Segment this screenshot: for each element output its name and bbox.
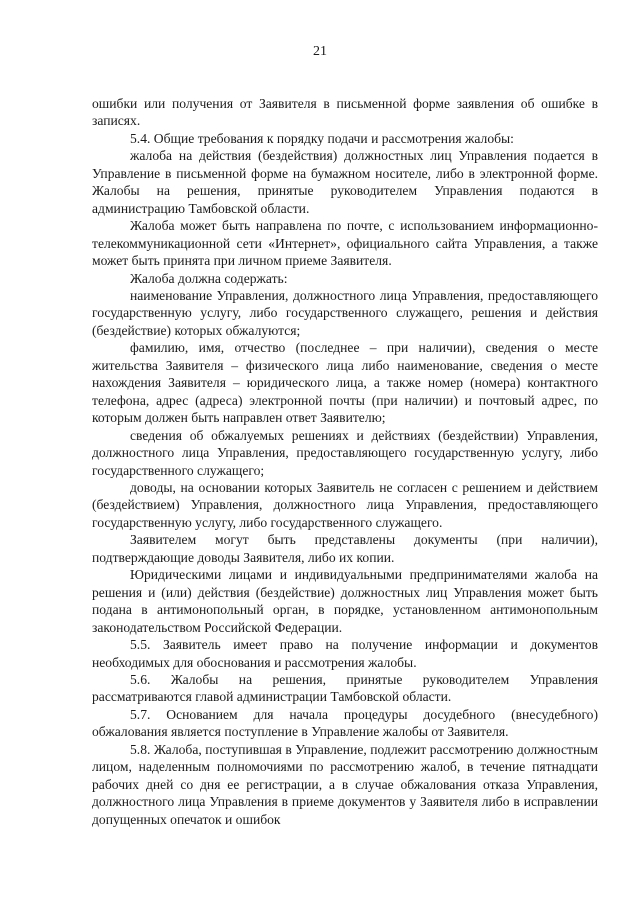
paragraph: доводы, на основании которых Заявитель не согласен с решением и действием (бездействием) Управления, должностного лица Управления, предоставляющего государственную услугу, либо государственного служащего. — [92, 479, 598, 530]
paragraph: 5.8. Жалоба, поступившая в Управление, подлежит рассмотрению должностным лицом, наделенным полномочиями по рассмотрению жалоб, в течение пятнадцати рабочих дней со дня ее регистрации, а в случае обжалования отказа Управления, должностного лица Управления в приеме документов у Заявителя либо в исправлении допущенных опечаток и ошибок — [92, 741, 598, 827]
paragraph: 5.5. Заявитель имеет право на получение информации и документов необходимых для обоснования и рассмотрения жалобы. — [92, 637, 598, 670]
page-number: 21 — [313, 44, 327, 59]
paragraph: фамилию, имя, отчество (последнее – при наличии), сведения о месте жительства Заявителя – физического лица либо наименование, сведения о месте нахождения Заявителя – юридического лица, а также номер (номера) контактного телефона, адрес (адреса) электронной почты (при наличии) и почтовый адрес, по которым должен быть направлен ответ Заявителю; — [92, 340, 598, 426]
paragraph: 5.7. Основанием для начала процедуры досудебного (внесудебного) обжалования является поступление в Управление жалобы от Заявителя. — [92, 706, 598, 740]
document-body — [92, 95, 598, 828]
paragraph: жалоба на действия (бездействия) должностных лиц Управления подается в Управление в письменной форме на бумажном носителе, либо в электронной форме. Жалобы на решения, принятые руководителем Управления подаются в администрацию Тамбовской области. — [92, 148, 598, 216]
paragraph: Юридическими лицами и индивидуальными предпринимателями жалоба на решения и (или) действия (бездействие) должностных лиц Управления может быть подана в антимонопольный орган, в порядке, установленном антимонопольным законодательством Российской Федерации. — [92, 567, 598, 635]
paragraph: Жалоба может быть направлена по почте, с использованием информационно-телекоммуникационной сети «Интернет», официального сайта Управления, а также может быть принята при личном приеме Заявителя. — [92, 218, 598, 269]
paragraph: 5.4. Общие требования к порядку подачи и рассмотрения жалобы: — [130, 130, 514, 146]
paragraph: наименование Управления, должностного лица Управления, предоставляющего государственную услугу, либо государственного служащего, решения и действия (бездействие) которых обжалуются; — [92, 287, 598, 338]
paragraph: ошибки или получения от Заявителя в письменной форме заявления об ошибке в записях. — [92, 96, 598, 129]
paragraph: 5.6. Жалобы на решения, принятые руководителем Управления рассматриваются главой администрации Тамбовской области. — [92, 671, 598, 705]
paragraph: сведения об обжалуемых решениях и действиях (бездействии) Управления, должностного лица Управления, предоставляющего государственную услугу, либо государственного служащего; — [92, 427, 598, 478]
paragraph: Заявителем могут быть представлены документы (при наличии), подтверждающие доводы Заявителя, либо их копии. — [92, 532, 598, 565]
paragraph: Жалоба должна содержать: — [130, 270, 288, 286]
